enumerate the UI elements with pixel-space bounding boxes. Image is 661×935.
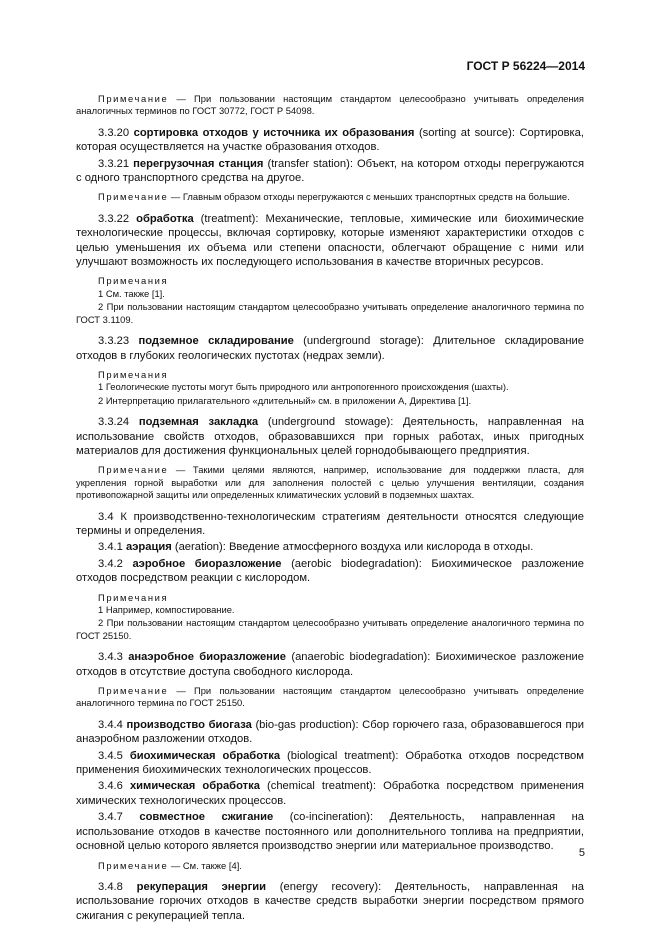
term-definition: (treatment): Механические, тепловые, химические или биохимические технологические процессы, включая сортировку, которые изменяют характеристики отходов с целью уменьшения их объема или степени опасности, облегчают обращение с ними или улучшают возможность их последующего использования в качестве вторичных ресурсов.	[76, 212, 584, 269]
note-dash: —	[168, 685, 194, 697]
notes-heading	[76, 369, 584, 381]
term-name: подземная закладка	[138, 416, 259, 429]
term-number: 3.4.7	[98, 811, 140, 824]
note-text: При пользовании настоящим стандартом целесообразно учитывать определения аналогичных терминов по ГОСТ 30772, ГОСТ Р 54098.	[76, 93, 584, 117]
term-name: производство биогаза	[126, 718, 252, 731]
term-number: 3.3.22	[98, 212, 137, 225]
term-number: 3.4.4	[98, 718, 127, 731]
term-definition: (sorting at source): Сортировка, которая осуществляется на участке образования отходов.	[76, 126, 584, 154]
notes-heading	[76, 592, 584, 604]
term-name: биохимическая обработка	[129, 749, 281, 762]
term-definition: (underground stowage): Деятельность, направленная на использование свойств отходов, образовавшихся при горных работах, иных пригодных материалов для достижения функциональных целей горнодобывающего предприятия.	[76, 416, 584, 457]
notes-label: Примечания	[98, 275, 169, 287]
term-3-3-23	[76, 334, 584, 363]
note-dash: —	[168, 859, 183, 871]
term-definition: (energy recovery): Деятельность, направленная на использование горючих отходов в качестве средств выработки энергии посредством прямого сжигания с рекуперацией тепла.	[76, 880, 584, 922]
term-name: аэробное биоразложение	[132, 557, 282, 570]
term-definition: (anaerobic biodegradation): Биохимическое разложение отходов в отсутствие доступа свободного кислорода.	[76, 651, 584, 678]
note-text: При пользовании настоящим стандартом целесообразно учитывать определение аналогичного термина по ГОСТ 25150.	[76, 685, 584, 709]
term-name: подземное складирование	[138, 335, 294, 348]
note	[76, 685, 584, 710]
note-label: Примечание	[98, 685, 169, 697]
term-3-4-4	[76, 718, 584, 747]
notes-heading	[76, 275, 584, 287]
term-name: химическая обработка	[129, 780, 260, 793]
note-dash: —	[168, 191, 183, 203]
note-label: Примечание	[98, 191, 169, 203]
term-3-4-1	[76, 540, 584, 554]
term-number: 3.4.3	[98, 651, 129, 664]
term-number: 3.3.20	[98, 126, 134, 139]
term-number: 3.3.21	[98, 157, 134, 170]
term-name: перегрузочная станция	[133, 157, 264, 170]
section-3-4-intro: 3.4 К производственно-технологическим стратегиям деятельности относятся следующие термины и определения.	[76, 510, 584, 537]
term-number: 3.4.6	[98, 780, 130, 793]
term-number: 3.3.24	[98, 416, 139, 429]
term-definition: (chemical treatment): Обработка посредством применения химических технологических процессов.	[76, 780, 584, 807]
note-dash: —	[168, 93, 194, 104]
note-item: 2 При пользовании настоящим стандартом целесообразно учитывать определение аналогичного термина по ГОСТ 3.1109.	[76, 301, 584, 325]
note-label: Примечание	[98, 464, 169, 476]
term-number: 3.3.23	[98, 335, 139, 348]
term-definition: (co-incineration): Деятельность, направленная на использование отходов в качестве постоянного или дополнительного топлива на предприятии, основной целью которого является производство энергии или материальное производство.	[76, 811, 585, 853]
term-name: совместное сжигание	[139, 811, 274, 824]
term-name: аэрация	[126, 541, 172, 554]
term-3-4-8	[76, 880, 584, 923]
note-item: 2 Интерпретацию прилагательного «длительный» см. в приложении А, Директива [1].	[98, 394, 472, 406]
term-number: 3.4.5	[98, 749, 130, 762]
term-name: сортировка отходов у источника их образования	[133, 126, 415, 139]
term-number: 3.4.2	[98, 557, 133, 570]
term-number: 3.4.8	[98, 880, 137, 893]
term-3-4-5	[76, 749, 584, 778]
page-content	[76, 93, 584, 925]
term-definition: (bio-gas production): Сбор горючего газа, образовавшегося при анаэробном разложении отходов.	[76, 718, 584, 746]
note-label: Примечание	[98, 859, 169, 871]
term-3-3-21	[76, 157, 584, 186]
term-3-4-7	[76, 810, 584, 853]
note-text: См. также [4].	[182, 859, 242, 871]
term-3-4-2	[76, 557, 584, 586]
term-name: рекуперация энергии	[136, 880, 267, 893]
term-3-4-6	[76, 779, 584, 808]
term-definition: (biological treatment): Обработка отходов посредством применения биохимических технологических процессов.	[76, 749, 584, 777]
note	[76, 860, 584, 872]
note-text: Такими целями являются, например, использование для поддержки пласта, для укрепления горной выработки или для заполнения полостей с целью улучшения вентиляции, создания противопожарной защиты или определенных климатических условий в подземных шахтах.	[76, 464, 584, 501]
notes-label: Примечания	[98, 591, 169, 603]
note-text: Главным образом отходы перегружаются с меньших транспортных средств на большие.	[182, 191, 570, 203]
term-number: 3.4.1	[98, 541, 126, 554]
term-3-3-22	[76, 212, 584, 270]
term-3-4-3	[76, 650, 584, 679]
note-item: 1 Например, компостирование.	[98, 604, 235, 615]
term-definition: (aeration): Введение атмосферного воздуха или кислорода в отходы.	[171, 541, 534, 554]
note	[76, 464, 584, 501]
note	[76, 191, 584, 203]
term-name: обработка	[136, 212, 194, 225]
term-name: анаэробное биоразложение	[128, 651, 287, 664]
term-definition: (transfer station): Объект, на котором отходы перегружаются с одного транспортного средства на другое.	[76, 157, 585, 185]
note-item: 1 Геологические пустоты могут быть природного или антропогенного происхождения (шахты).	[98, 381, 509, 393]
note-dash: —	[168, 464, 193, 476]
standard-header: ГОСТ Р 56224—2014	[466, 59, 585, 73]
note-item: 2 При пользовании настоящим стандартом целесообразно учитывать определение аналогичного термина по ГОСТ 25150.	[76, 617, 584, 641]
page-number: 5	[578, 847, 585, 859]
notes-label: Примечания	[98, 368, 169, 380]
note	[76, 93, 584, 118]
term-3-3-24	[76, 415, 584, 458]
term-definition: (underground storage): Длительное складирование отходов в глубоких геологических пустотах (недрах земли).	[76, 335, 585, 362]
note-label: Примечание	[98, 93, 169, 104]
term-3-3-20	[76, 126, 584, 155]
term-definition: (aerobic biodegradation): Биохимическое разложение отходов посредством реакции с кислородом.	[76, 557, 584, 585]
note-item: 1 См. также [1].	[98, 287, 165, 299]
